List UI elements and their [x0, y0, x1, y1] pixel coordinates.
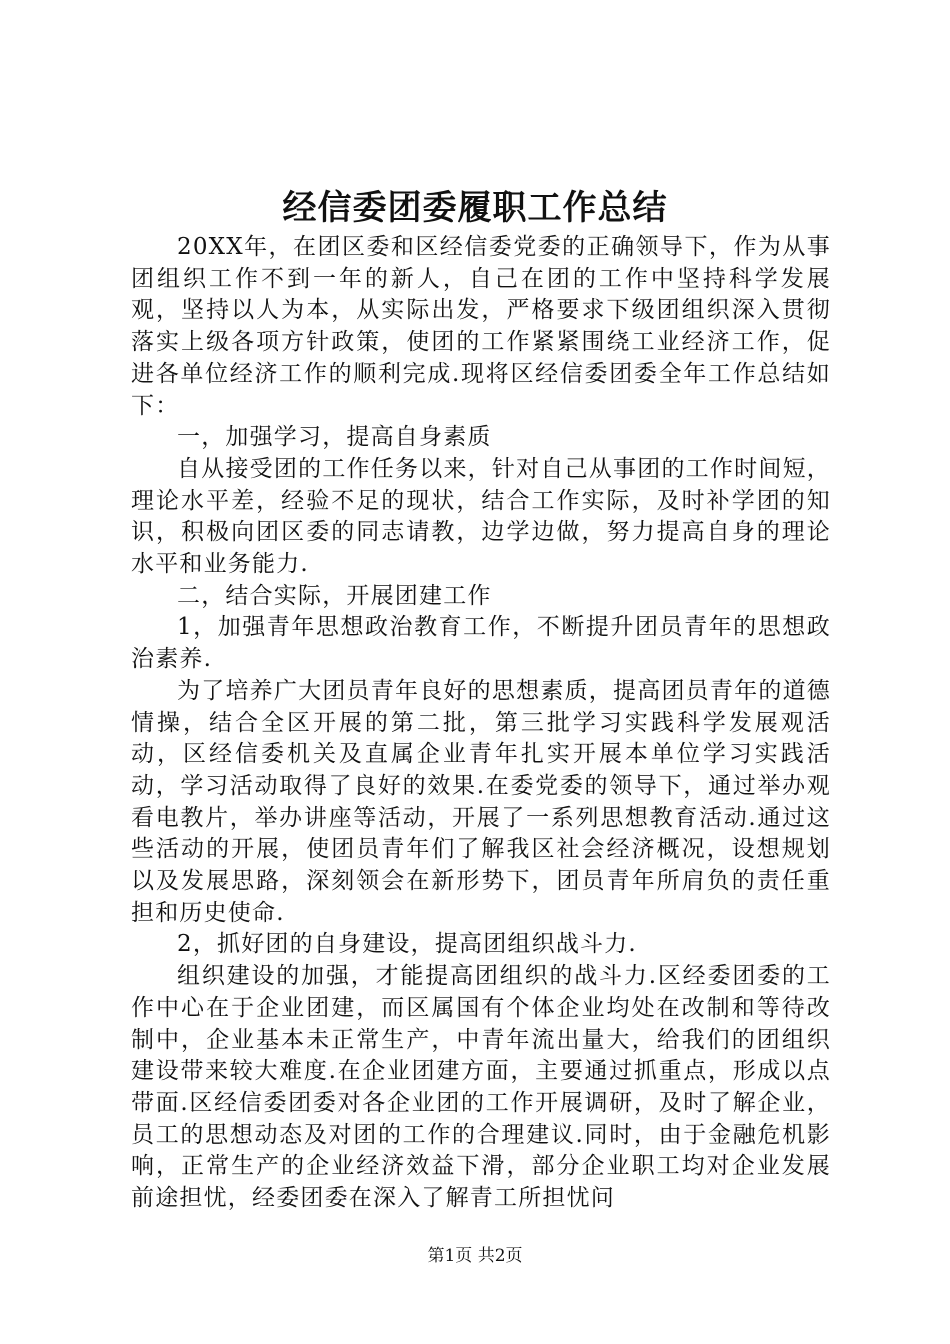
paragraph-organization: 组织建设的加强，才能提高团组织的战斗力.区经委团委的工作中心在于企业团建，而区属国有个体企业均处在改制和等待改制中，企业基本未正常生产，中青年流出量大，给我们的团组织建设带来较大难度.在企业团建方面，主要通过抓重点，形成以点带面.区经信委团委对各企业团的工作开展调研，及时了解企业，员工的思想动态及对团的工作的合理建议.同时，由于金融危机影响，正常生产的企业经济效益下滑，部分企业职工均对企业发展前途担忧，经委团委在深入了解青工所担忧问: [131, 963, 831, 1212]
paragraph-study: 自从接受团的工作任务以来，针对自己从事团的工作时间短，理论水平差，经验不足的现状，结合工作实际，及时补学团的知识，积极向团区委的同志请教，边学边做，努力提高自身的理论水平和业务能力.: [131, 455, 831, 578]
document-title: 经信委团委履职工作总结: [282, 188, 668, 228]
section-heading-2: 二，结合实际，开展团建工作: [177, 582, 492, 609]
page-footer: 第1页 共2页: [427, 1246, 523, 1266]
paragraph-intro: 20XX年，在团区委和区经信委党委的正确领导下，作为从事团组织工作不到一年的新人，自己在团的工作中坚持科学发展观，坚持以人为本，从实际出发，严格要求下级团组织深入贯彻落实上级各项方针政策，使团的工作紧紧围绕工业经济工作，促进各单位经济工作的顺利完成.现将区经信委团委全年工作总结如下：: [131, 234, 831, 419]
subheading-2: 2，抓好团的自身建设，提高团组织战斗力.: [177, 931, 637, 958]
document-body: [131, 232, 831, 1215]
paragraph-education: 为了培养广大团员青年良好的思想素质，提高团员青年的道德情操，结合全区开展的第二批，第三批学习实践科学发展观活动，区经信委机关及直属企业青年扎实开展本单位学习实践活动，学习活动取得了良好的效果.在委党委的领导下，通过举办观看电教片，举办讲座等活动，开展了一系列思想教育活动.通过这些活动的开展，使团员青年们了解我区社会经济概况，设想规划以及发展思路，深刻领会在新形势下，团员青年所肩负的责任重担和历史使命.: [131, 677, 831, 926]
section-heading-1: 一，加强学习，提高自身素质: [177, 424, 492, 451]
subheading-1: 1，加强青年思想政治教育工作，不断提升团员青年的思想政治素养.: [131, 614, 831, 673]
